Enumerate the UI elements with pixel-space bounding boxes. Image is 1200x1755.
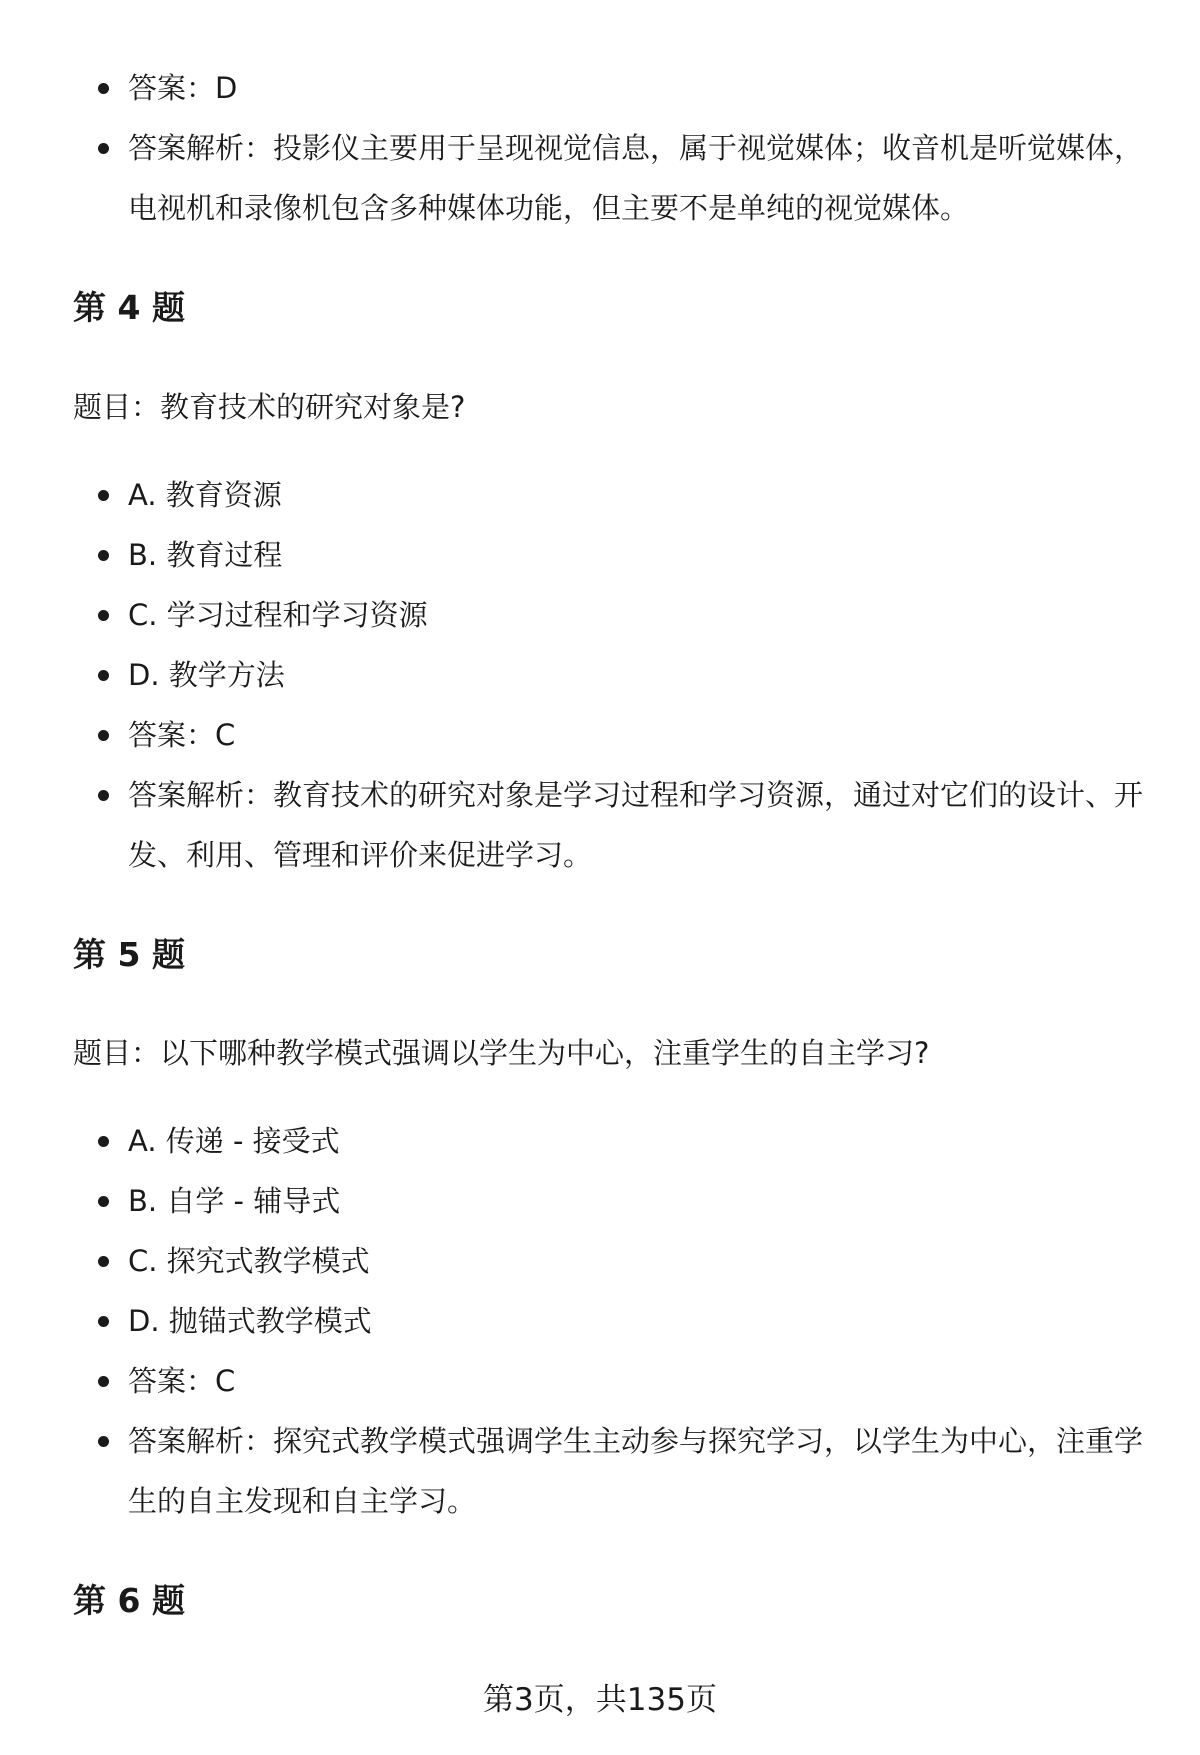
question-heading-6: 第 6 题 (73, 1581, 185, 1620)
option-c: C. 学习过程和学习资源 (0, 585, 1148, 645)
option-b: B. 自学 - 辅导式 (0, 1171, 1148, 1231)
question-text-5: 题目：以下哪种教学模式强调以学生为中心，注重学生的自主学习? (73, 1036, 930, 1070)
prev-question-list (0, 58, 1148, 238)
explanation-item: 答案解析：投影仪主要用于呈现视觉信息，属于视觉媒体；收音机是听觉媒体，电视机和录像机包含多种媒体功能，但主要不是单纯的视觉媒体。 (0, 118, 1148, 238)
question-heading-4: 第 4 题 (73, 288, 185, 327)
answer-item: 答案：C (0, 1351, 1148, 1411)
option-a: A. 传递 - 接受式 (0, 1111, 1148, 1171)
prev-question-block (0, 58, 1148, 238)
option-a: A. 教育资源 (0, 465, 1148, 525)
question-text-4: 题目：教育技术的研究对象是? (73, 390, 466, 424)
option-d: D. 抛锚式教学模式 (0, 1291, 1148, 1351)
answer-item: 答案：C (0, 705, 1148, 765)
option-d: D. 教学方法 (0, 645, 1148, 705)
explanation-item: 答案解析：教育技术的研究对象是学习过程和学习资源，通过对它们的设计、开发、利用、管理和评价来促进学习。 (0, 765, 1148, 885)
question-5-list (0, 1111, 1148, 1531)
question-heading-5: 第 5 题 (73, 935, 185, 974)
question-4-list (0, 465, 1148, 885)
page-footer: 第3页，共135页 (483, 1682, 717, 1718)
explanation-item: 答案解析：探究式教学模式强调学生主动参与探究学习，以学生为中心，注重学生的自主发现和自主学习。 (0, 1411, 1148, 1531)
option-c: C. 探究式教学模式 (0, 1231, 1148, 1291)
option-b: B. 教育过程 (0, 525, 1148, 585)
question-5-options-block (0, 1111, 1148, 1531)
answer-item: 答案：D (0, 58, 1148, 118)
question-4-options-block (0, 465, 1148, 885)
